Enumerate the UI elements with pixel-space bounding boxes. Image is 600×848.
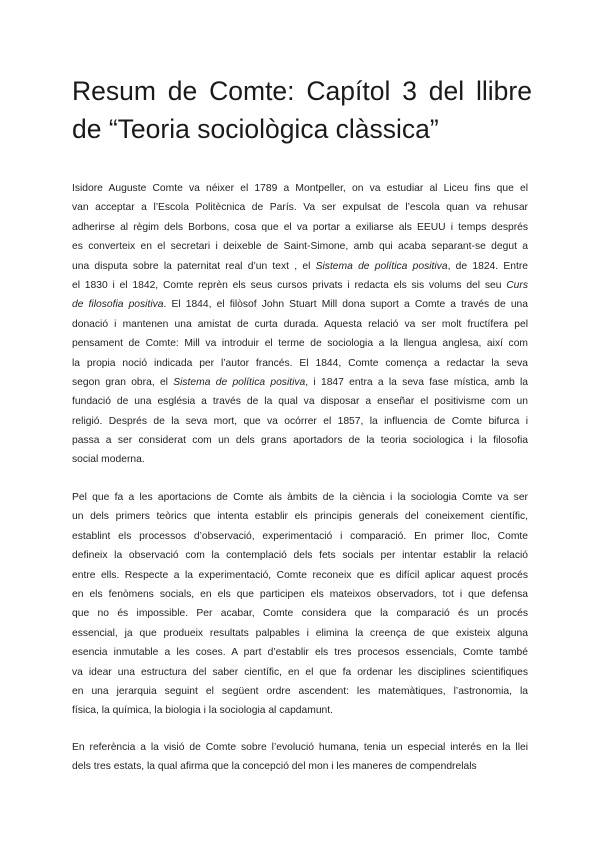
text-line: es converteix en el secretari i deixeble de Saint-Simone, amb qui acaba separant-se degut a [72, 241, 528, 253]
text-line: establint els processos d’observació, experimentació i comparació. En primer lloc, Comte [72, 530, 528, 542]
text-line: dels tres estats, la qual afirma que la concepció del mon i les maneres de compendrelals [72, 761, 477, 773]
paragraph-biography [72, 179, 528, 470]
italic-book-title: Sistema de política positiva [173, 376, 306, 388]
text-line: passa a ser considerat com un dels grans aportadors de la teoria sociologica i la filosofia [72, 435, 528, 447]
text-line: esencia inmutable a les coses. A part d’establir els tres procesos essencials, Comte també [72, 647, 528, 659]
text-line: Pel que fa a les aportacions de Comte als àmbits de la ciència i la sociologia Comte va ser [72, 492, 528, 503]
text-line: fundació de una església a través de la qual va disposar a enseñar el positivisme com un [72, 396, 528, 408]
text-line: va idear una estructura del saber científic, en el que fa ordenar les disciplines scientifiques [72, 666, 528, 678]
text-line: van acceptar a l’Escola Politècnica de París. Va ser expulsat de l’escola quan va rehusar [72, 202, 528, 214]
text-line: social moderna. [72, 454, 145, 466]
text-line: de filosofia positiva. El 1844, el filòsof John Stuart Mill dona suport a Comte a través de una [72, 299, 528, 311]
text-line: entre ells. Respecte a la experimentació, Comte reconeix que es difícil aplicar aquest procés [72, 569, 528, 581]
italic-book-title: Sistema de política positiva [315, 260, 448, 272]
text-line: un dels primers teòrics que intenta establir els principis generals del coneixement científic, [72, 511, 528, 523]
text-line: religió. Després de la seva mort, que va ocórrer el 1857, la influencia de Comte bifurca i [72, 415, 528, 427]
text-line: defineix la observació com la contemplació dels fets socials per intentar establir la relació [72, 550, 528, 562]
text-line: la propia noció indicada per l’autor francés. El 1844, Comte comença a redactar la seva [72, 357, 528, 369]
text-line: segon gran obra, el Sistema de política positiva, i 1847 entra a la seva fase mística, amb la [72, 376, 528, 388]
text-line: donació i mantenen una amistat de curta durada. Aquesta relació va ser molt fructífera pel [72, 318, 528, 330]
paragraph-science-contributions [72, 488, 528, 721]
text-line: el 1830 i el 1842, Comte reprèn els seus cursos privats i redacta els sis volums del seu Curs [72, 279, 528, 291]
text-line: En referència a la visió de Comte sobre l’evolució humana, tenia un especial interés en la llei [72, 742, 528, 753]
text-line: una disputa sobre la paternitat real d’un text , el Sistema de política positiva, de 1824. Entre [72, 260, 528, 272]
text-line: pensament de Comte: Mill va introduir el terme de sociologia a la llengua anglesa, així com [72, 338, 528, 350]
italic-book-title: de filosofia positiva [72, 299, 164, 311]
italic-book-title: Curs [506, 279, 528, 291]
text-line: en una jerarquia seguint el següent ordre ascendent: les matemàtiques, l’astronomia, la [72, 685, 528, 697]
document-title: Resum de Comte: Capítol 3 del llibre de “Teoria sociològica clàssica” [72, 76, 532, 144]
text-line: essencial, ja que produeix resultats palpables i elimina la creença de que existeix alguna [72, 627, 528, 639]
text-line: Isidore Auguste Comte va néixer el 1789 a Montpeller, on va estudiar al Liceu fins que el [72, 183, 528, 194]
text-line: que no és impossible. Per acabar, Comte considera que la comparació és un procés [72, 608, 528, 620]
paragraph-human-evolution [72, 738, 528, 777]
text-line: en els fenòmens socials, en els que participen els mateixos observadors, tot i que defensa [72, 588, 528, 600]
text-line: adherirse al règim dels Borbons, cosa que el va portar a exiliarse als EEUU i temps després [72, 221, 528, 233]
text-line: física, la química, la biologia i la sociologia al capdamunt. [72, 705, 333, 717]
